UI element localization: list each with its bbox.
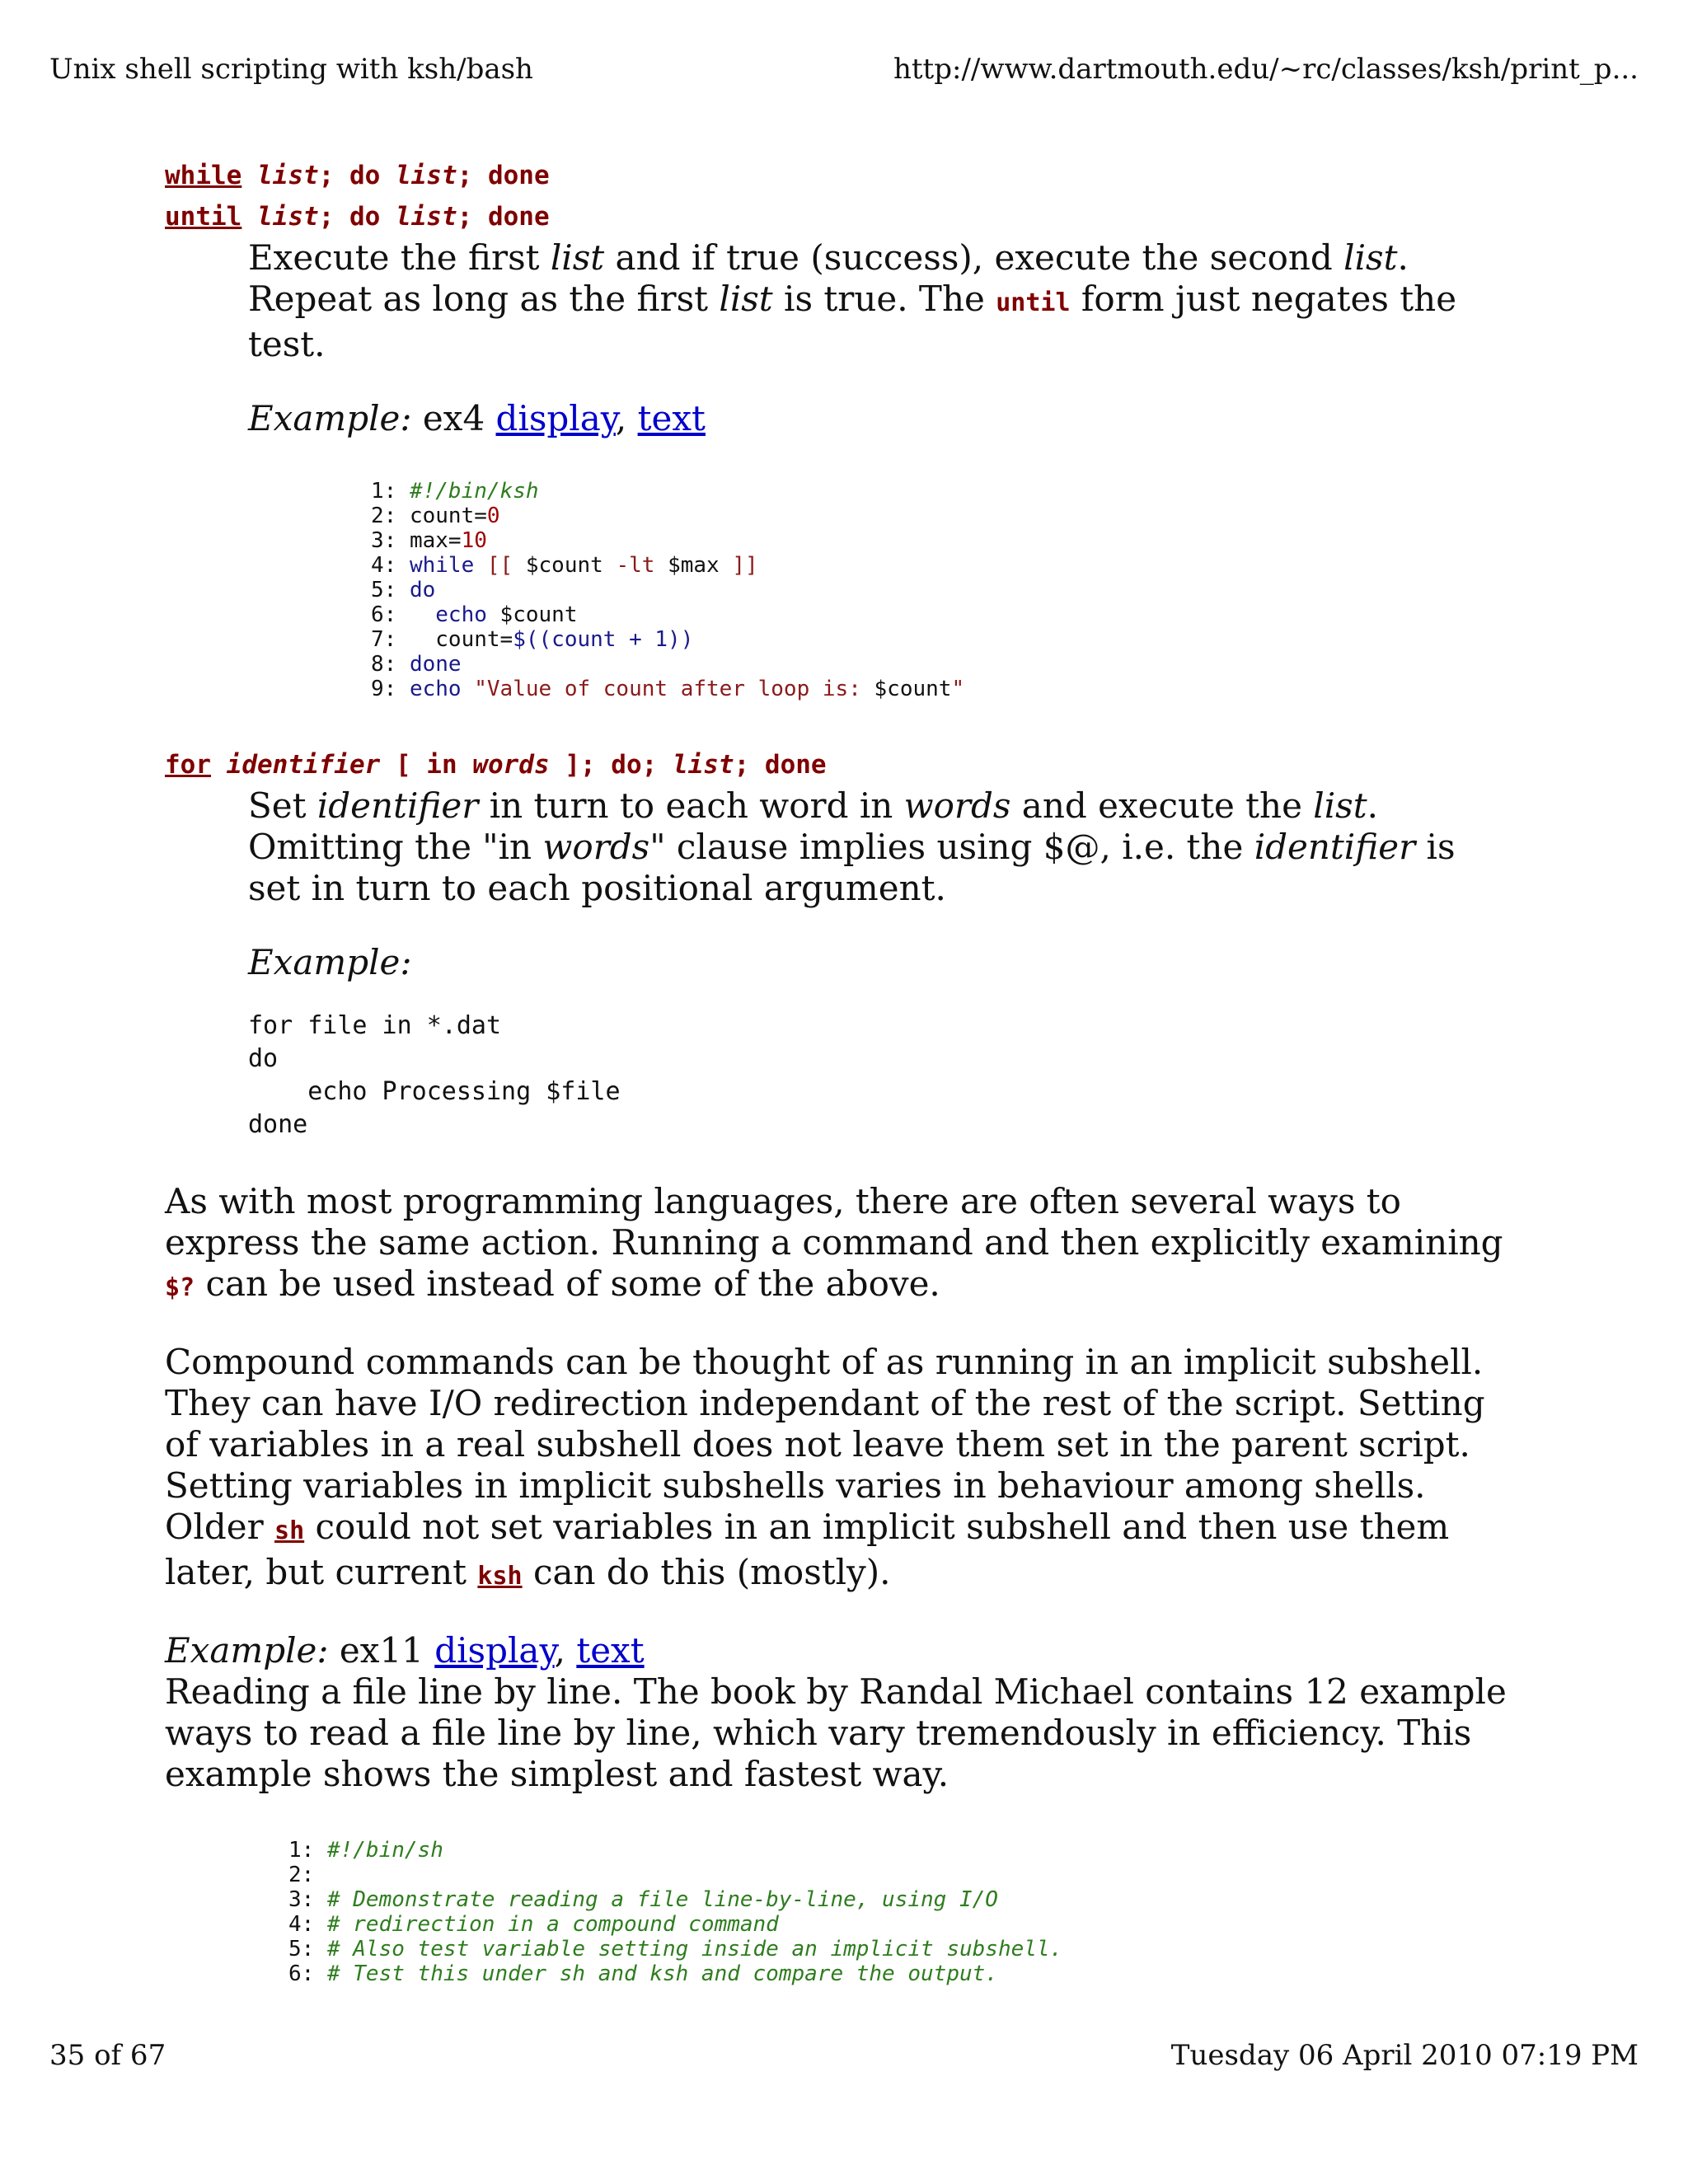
code-token: " <box>951 677 965 701</box>
ex4-code-line <box>371 602 1517 627</box>
code-token: echo <box>409 677 462 701</box>
ex11-example: Example: ex11 display, text Reading a file line by line. The book by Randal Michael contains 12 example ways to read a file line by line, which vary tremendously in efficiency. This example shows the simplest and fastest way. <box>165 1630 1507 1794</box>
ex4-code-line <box>371 479 1517 504</box>
line-number: 9: <box>371 677 410 701</box>
code-token: # redirection in a compound command <box>326 1912 779 1937</box>
until-syntax: until list; do list; done <box>165 202 550 232</box>
line-number: 2: <box>371 504 410 528</box>
code-token: #!/bin/ksh <box>409 479 539 504</box>
line-number: 5: <box>288 1937 327 1961</box>
print-timestamp: Tuesday 06 April 2010 07:19 PM <box>1170 2039 1639 2072</box>
code-token: count= <box>409 627 513 652</box>
ex4-code-line <box>371 627 1517 652</box>
ex11-code-line <box>288 1912 1517 1937</box>
code-token: "Value of count after loop is: <box>474 677 874 701</box>
for-syntax: for identifier [ in words ]; do; list; done <box>165 750 827 780</box>
code-token: $count <box>525 553 603 578</box>
line-number: 5: <box>371 578 410 602</box>
paragraph-several-ways: As with most programming languages, there are often several ways to express the same action. Running a command and then explicitly examining $? can be used instead of some of the above. <box>165 1181 1503 1304</box>
line-number: 6: <box>371 602 410 627</box>
ex4-code-line <box>371 578 1517 602</box>
line-number: 2: <box>288 1863 327 1887</box>
code-token: #!/bin/sh <box>326 1838 443 1863</box>
code-token: done <box>409 652 462 677</box>
code-token: # Demonstrate reading a file line-by-line, using I/O <box>326 1887 998 1912</box>
sh-ref: sh <box>274 1516 305 1545</box>
ex4-example-line: Example: ex4 display, text <box>248 398 706 438</box>
document-content <box>165 155 1517 1986</box>
ex11-code-line <box>288 1937 1517 1961</box>
line-number: 8: <box>371 652 410 677</box>
ex4-text-link[interactable]: text <box>637 398 706 438</box>
ex11-text-link[interactable]: text <box>576 1630 645 1671</box>
while-syntax: while list; do list; done <box>165 161 550 190</box>
code-token: ]] <box>719 553 758 578</box>
for-example-label: Example: <box>248 942 412 982</box>
page-header-url: http://www.dartmouth.edu/~rc/classes/ksh/print_p... <box>893 53 1639 86</box>
code-token <box>410 602 435 627</box>
for-description: Set identifier in turn to each word in words and execute the list. Omitting the "in words" clause implies using $@, i.e. the identifier is set in turn to each positional argument. Example: for file in *.dat do echo Processing $file done <box>248 785 1517 1141</box>
code-token: # Test this under sh and ksh and compare the output. <box>326 1961 998 1986</box>
page-header-title: Unix shell scripting with ksh/bash <box>49 53 533 86</box>
line-number: 6: <box>288 1961 327 1986</box>
paragraph-compound-commands: Compound commands can be thought of as running in an implicit subshell. They can have I/O redirection independant of the rest of the script. Setting of variables in a real subshell does not leave them set in the parent script. Setting variables in implicit subshells varies in behaviour among shells. Older sh could not set variables in an implicit subshell and then use them later, but current ksh can do this (mostly). <box>165 1342 1485 1592</box>
ex11-code-line <box>288 1863 1517 1887</box>
code-token: while <box>409 553 475 578</box>
code-token: 0 <box>486 504 500 528</box>
ex4-code-line <box>371 553 1517 578</box>
line-number: 4: <box>288 1912 327 1937</box>
code-token: max= <box>409 528 462 553</box>
line-number: 1: <box>288 1838 327 1863</box>
code-token: -lt <box>603 553 668 578</box>
code-token: echo <box>435 602 487 627</box>
ksh-ref: ksh <box>477 1562 523 1591</box>
line-number: 3: <box>371 528 410 553</box>
line-number: 4: <box>371 553 410 578</box>
ex4-code-line <box>371 528 1517 553</box>
ex4-code-line <box>371 504 1517 528</box>
code-token: # Also test variable setting inside an implicit subshell. <box>326 1937 1063 1961</box>
code-token: $max <box>668 553 720 578</box>
ex11-code-line <box>288 1887 1517 1912</box>
line-number: 7: <box>371 627 410 652</box>
line-number: 1: <box>371 479 410 504</box>
while-description: Execute the first list and if true (success), execute the second list. Repeat as long as the first list is true. The until form just negates the test. Example: ex4 display, text <box>248 237 1517 439</box>
code-token: $count <box>874 677 952 701</box>
ex11-code-line <box>288 1961 1517 1986</box>
ex4-code-listing <box>371 479 1517 701</box>
ex11-display-link[interactable]: display <box>434 1630 555 1671</box>
line-number: 3: <box>288 1887 327 1912</box>
code-token: $count <box>486 602 578 627</box>
ex11-code-line <box>288 1838 1517 1863</box>
ex4-code-line <box>371 652 1517 677</box>
ex4-display-link[interactable]: display <box>495 398 616 438</box>
code-token: 10 <box>461 528 487 553</box>
page-number: 35 of 67 <box>49 2039 166 2072</box>
code-token: [[ <box>474 553 526 578</box>
ex11-code-listing <box>288 1838 1517 1986</box>
code-token: $((count + 1)) <box>513 627 694 652</box>
ex4-code-line <box>371 677 1517 701</box>
code-token: do <box>409 578 436 602</box>
for-example-code: for file in *.dat do echo Processing $file done <box>248 1011 621 1139</box>
code-token <box>462 677 475 701</box>
code-token: count= <box>409 504 487 528</box>
